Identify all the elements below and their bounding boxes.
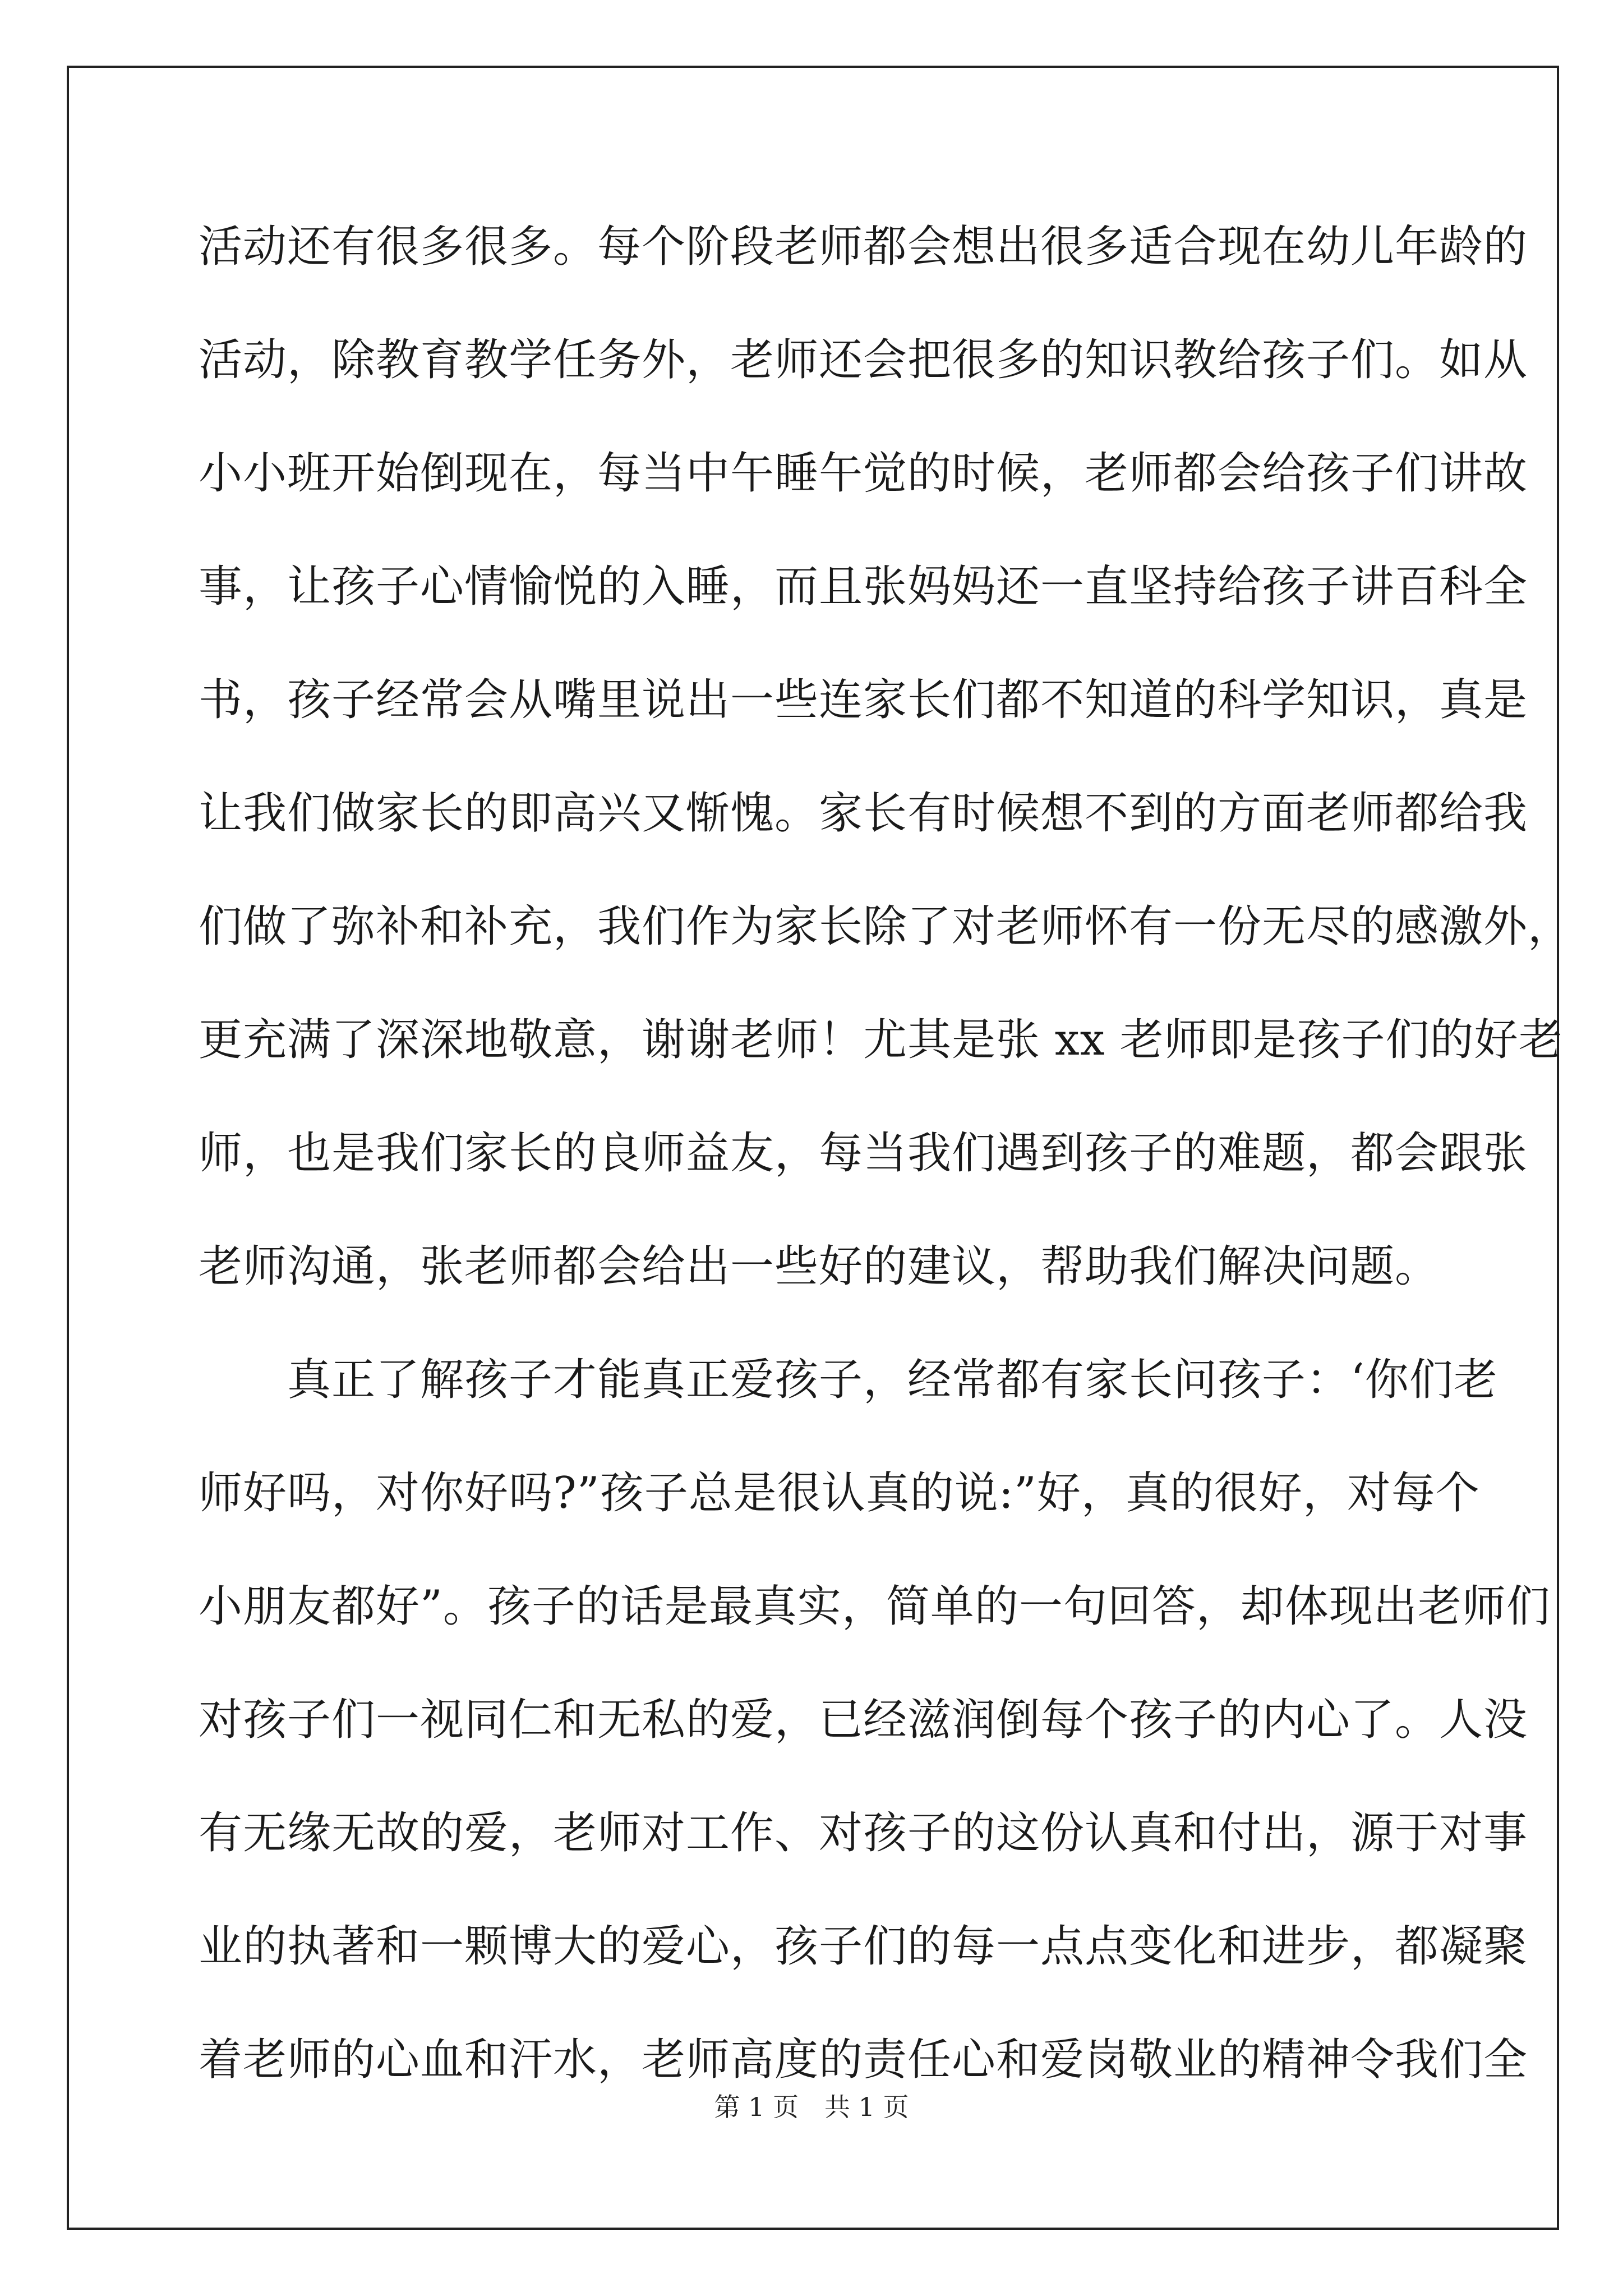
text-line: 更充满了深深地敬意，谢谢老师！尤其是张 xx 老师即是孩子们的好老 <box>199 1015 1563 1065</box>
text-line: 有无缘无故的爱，老师对工作、对孩子的这份认真和付出，源于对事 <box>199 1808 1528 1858</box>
text-line: 们做了弥补和补充，我们作为家长除了对老师怀有一份无尽的感激外， <box>199 901 1573 952</box>
document-body <box>199 212 1573 2138</box>
text-line: 师好吗，对你好吗?”孩子总是很认真的说:”好，真的很好，对每个 <box>199 1468 1480 1519</box>
text-line: 业的执著和一颗博大的爱心，孩子们的每一点点变化和进步，都凝聚 <box>199 1921 1528 1972</box>
page-footer: 第 1 页 共 1 页 <box>714 2092 909 2122</box>
text-line: 对孩子们一视同仁和无私的爱，已经滋润倒每个孩子的内心了。人没 <box>199 1695 1528 1745</box>
text-line: 活动，除教育教学任务外，老师还会把很多的知识教给孩子们。如从 <box>199 335 1528 385</box>
text-line: 小小班开始倒现在，每当中午睡午觉的时候，老师都会给孩子们讲故 <box>199 448 1528 499</box>
text-line: 书，孩子经常会从嘴里说出一些连家长们都不知道的科学知识，真是 <box>199 675 1528 725</box>
text-line: 事，让孩子心情愉悦的入睡，而且张妈妈还一直坚持给孩子讲百科全 <box>199 562 1528 612</box>
text-line: 活动还有很多很多。每个阶段老师都会想出很多适合现在幼儿年龄的 <box>199 222 1528 272</box>
text-line: 真正了解孩子才能真正爱孩子，经常都有家长问孩子：‘你们老 <box>199 1355 1498 1405</box>
text-line: 着老师的心血和汗水，老师高度的责任心和爱岗敬业的精神令我们全 <box>199 2035 1528 2085</box>
text-line: 让我们做家长的即高兴又惭愧。家长有时候想不到的方面老师都给我 <box>199 788 1528 839</box>
text-line: 老师沟通，张老师都会给出一些好的建议，帮助我们解决问题。 <box>199 1241 1440 1292</box>
text-line: 师，也是我们家长的良师益友，每当我们遇到孩子的难题，都会跟张 <box>199 1128 1528 1179</box>
text-line: 小朋友都好”。孩子的话是最真实，简单的一句回答，却体现出老师们 <box>199 1581 1551 1632</box>
